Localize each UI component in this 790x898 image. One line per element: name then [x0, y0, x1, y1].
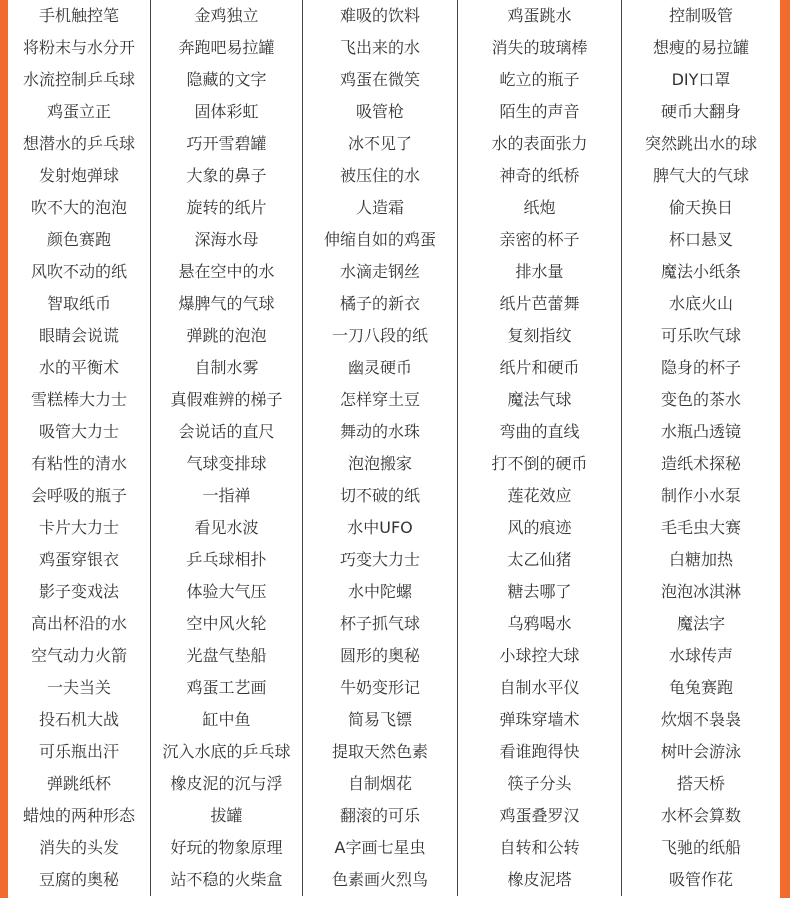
experiment-item: 简易飞镖: [303, 704, 458, 736]
experiment-item: 吸管枪: [303, 96, 458, 128]
experiment-item: 制作小水泵: [660, 486, 741, 505]
experiment-item: 纸片芭蕾舞: [458, 288, 622, 320]
experiment-item: 水底火山: [668, 294, 733, 313]
experiment-item: 颜色赛跑: [8, 224, 151, 256]
experiment-item: 排水量: [458, 256, 622, 288]
experiment-item: 弹跳纸杯: [8, 768, 151, 800]
experiment-item: 想潜水的乒乓球: [8, 128, 151, 160]
experiment-item: 卡片大力士: [8, 512, 151, 544]
experiment-item: 突然跳出水的球: [644, 134, 757, 153]
experiment-item: 悬在空中的水: [151, 256, 303, 288]
experiment-item: 深海水母: [151, 224, 303, 256]
experiment-item: 旋转的纸片: [151, 192, 303, 224]
experiment-item: 舞动的水珠: [303, 416, 458, 448]
experiment-item: 站不稳的火柴盒: [151, 864, 303, 896]
experiment-item: 自制烟花: [303, 768, 458, 800]
experiment-item: 拔罐: [151, 800, 303, 832]
experiment-item: 毛毛虫大赛: [660, 518, 741, 537]
experiment-item: 伸缩自如的鸡蛋: [303, 224, 458, 256]
experiment-item: 奔跑吧易拉罐: [151, 32, 303, 64]
experiment-item: 橡皮泥塔: [458, 864, 622, 896]
experiment-item: 造纸术探秘: [660, 454, 741, 473]
experiment-item: 大象的鼻子: [151, 160, 303, 192]
experiment-item: 影子变戏法: [8, 576, 151, 608]
experiment-item: 魔法小纸条: [660, 262, 741, 281]
experiment-item: 巧开雪碧罐: [151, 128, 303, 160]
experiment-item: 蜡烛的两种形态: [8, 800, 151, 832]
experiment-item: 水的平衡术: [8, 352, 151, 384]
experiment-item: 冰不见了: [303, 128, 458, 160]
experiment-item: 莲花效应: [458, 480, 622, 512]
experiment-item: 水球传声: [668, 646, 733, 665]
experiment-item: 泡泡冰淇淋: [660, 582, 741, 601]
experiment-item: 水瓶凸透镜: [660, 422, 741, 441]
experiment-item: 想瘦的易拉罐: [652, 38, 749, 57]
experiment-item: 神奇的纸桥: [458, 160, 622, 192]
experiment-item: 杯子抓气球: [303, 608, 458, 640]
experiment-item: 魔法字: [676, 614, 725, 633]
experiment-item: 龟兔赛跑: [668, 678, 733, 697]
experiment-item: 鸡蛋立正: [8, 96, 151, 128]
experiment-item: 糖去哪了: [458, 576, 622, 608]
experiment-item: 风吹不动的纸: [8, 256, 151, 288]
experiment-item: DIY口罩: [671, 70, 731, 89]
experiment-item: 金鸡独立: [151, 0, 303, 32]
experiment-item: 鸡蛋工艺画: [151, 672, 303, 704]
experiment-item: 真假难辨的梯子: [151, 384, 303, 416]
experiment-item: 杯口悬叉: [668, 230, 733, 249]
experiment-item: 难吸的饮料: [303, 0, 458, 32]
experiment-item: 鸡蛋叠罗汉: [458, 800, 622, 832]
left-orange-border: [0, 0, 8, 898]
experiment-item: 眼睛会说谎: [8, 320, 151, 352]
experiment-item: 硬币大翻身: [660, 102, 741, 121]
experiment-item: 缸中鱼: [151, 704, 303, 736]
experiment-item: 弹跳的泡泡: [151, 320, 303, 352]
experiment-item: 白糖加热: [668, 550, 733, 569]
experiment-item: 人造霜: [303, 192, 458, 224]
experiment-item: 吸管作花: [668, 870, 733, 889]
experiment-item: 可乐瓶出汗: [8, 736, 151, 768]
experiment-item: 会呼吸的瓶子: [8, 480, 151, 512]
experiment-item: 水流控制乒乓球: [8, 64, 151, 96]
experiment-item: 水中UFO: [303, 512, 458, 544]
experiment-item: 一刀八段的纸: [303, 320, 458, 352]
experiment-item: 纸片和硬币: [458, 352, 622, 384]
experiment-item: 空气动力火箭: [8, 640, 151, 672]
experiment-item: 气球变排球: [151, 448, 303, 480]
experiment-item: 泡泡搬家: [303, 448, 458, 480]
experiment-item: 自制水雾: [151, 352, 303, 384]
experiment-item: 切不破的纸: [303, 480, 458, 512]
experiment-item: 弹珠穿墙术: [458, 704, 622, 736]
experiment-item: 巧变大力士: [303, 544, 458, 576]
experiment-item: 一指禅: [151, 480, 303, 512]
experiment-item: 陌生的声音: [458, 96, 622, 128]
experiment-item: 体验大气压: [151, 576, 303, 608]
experiment-item: 爆脾气的气球: [151, 288, 303, 320]
experiment-item: 隐身的杯子: [660, 358, 741, 377]
experiment-item: 被压住的水: [303, 160, 458, 192]
experiment-item: 水滴走钢丝: [303, 256, 458, 288]
experiment-item: 树叶会游泳: [660, 742, 741, 761]
experiment-item: 筷子分头: [458, 768, 622, 800]
experiment-item: 鸡蛋跳水: [458, 0, 622, 32]
experiment-item: 智取纸币: [8, 288, 151, 320]
experiment-item: 怎样穿土豆: [303, 384, 458, 416]
experiment-item: 橡皮泥的沉与浮: [151, 768, 303, 800]
experiment-item: 牛奶变形记: [303, 672, 458, 704]
experiment-item: 太乙仙猪: [458, 544, 622, 576]
experiment-item: 提取天然色素: [303, 736, 458, 768]
experiment-item: 弯曲的直线: [458, 416, 622, 448]
experiment-item: 发射炮弹球: [8, 160, 151, 192]
experiment-item: 看谁跑得快: [458, 736, 622, 768]
experiment-item: 鸡蛋在微笑: [303, 64, 458, 96]
experiment-item: 脾气大的气球: [652, 166, 749, 185]
experiment-item: 将粉末与水分开: [8, 32, 151, 64]
experiment-item: 投石机大战: [8, 704, 151, 736]
experiment-item: 圆形的奥秘: [303, 640, 458, 672]
experiment-item: 隐藏的文字: [151, 64, 303, 96]
experiment-item: 偷天换日: [668, 198, 733, 217]
experiment-item: 复刻指纹: [458, 320, 622, 352]
experiment-item: 魔法气球: [458, 384, 622, 416]
experiment-item: 豆腐的奥秘: [8, 864, 151, 896]
experiment-item: 风的痕迹: [458, 512, 622, 544]
experiment-item: 搭天桥: [676, 774, 725, 793]
experiment-item: 水的表面张力: [458, 128, 622, 160]
experiment-item: 自转和公转: [458, 832, 622, 864]
experiment-item: 消失的头发: [8, 832, 151, 864]
right-orange-border: [780, 0, 790, 898]
experiment-item: 翻滚的可乐: [303, 800, 458, 832]
experiment-item: 变色的茶水: [660, 390, 741, 409]
experiment-item: 鸡蛋穿银衣: [8, 544, 151, 576]
experiment-grid: [8, 0, 780, 898]
experiment-item: 光盘气垫船: [151, 640, 303, 672]
experiment-item: 可乐吹气球: [660, 326, 741, 345]
experiment-item: 固体彩虹: [151, 96, 303, 128]
experiment-item: 雪糕棒大力士: [8, 384, 151, 416]
experiment-item: 小球控大球: [458, 640, 622, 672]
experiment-item: 乌鸦喝水: [458, 608, 622, 640]
experiment-item: 消失的玻璃棒: [458, 32, 622, 64]
experiment-item: 水杯会算数: [660, 806, 741, 825]
experiment-item: 吸管大力士: [8, 416, 151, 448]
experiment-item: A字画七星虫: [303, 832, 458, 864]
experiment-item: 橘子的新衣: [303, 288, 458, 320]
experiment-item: 自制水平仪: [458, 672, 622, 704]
experiment-item: 炊烟不袅袅: [660, 710, 741, 729]
experiment-item: 一夫当关: [8, 672, 151, 704]
experiment-item: 亲密的杯子: [458, 224, 622, 256]
experiment-item: 会说话的直尺: [151, 416, 303, 448]
experiment-item: 有粘性的清水: [8, 448, 151, 480]
experiment-item: 色素画火烈鸟: [303, 864, 458, 896]
experiment-item: 纸炮: [458, 192, 622, 224]
experiment-item: 看见水波: [151, 512, 303, 544]
experiment-item: 打不倒的硬币: [458, 448, 622, 480]
experiment-item: 高出杯沿的水: [8, 608, 151, 640]
experiment-item: 水中陀螺: [303, 576, 458, 608]
experiment-item: 幽灵硬币: [303, 352, 458, 384]
experiment-item: 屹立的瓶子: [458, 64, 622, 96]
experiment-item: 控制吸管: [668, 6, 733, 25]
experiment-item: 空中风火轮: [151, 608, 303, 640]
experiment-item: 飞驰的纸船: [660, 838, 741, 857]
experiment-item: 乒乓球相扑: [151, 544, 303, 576]
experiment-item: 好玩的物象原理: [151, 832, 303, 864]
experiment-item: 吹不大的泡泡: [8, 192, 151, 224]
experiment-item: 手机触控笔: [8, 0, 151, 32]
experiment-item: 飞出来的水: [303, 32, 458, 64]
experiment-item: 沉入水底的乒乓球: [151, 736, 303, 768]
